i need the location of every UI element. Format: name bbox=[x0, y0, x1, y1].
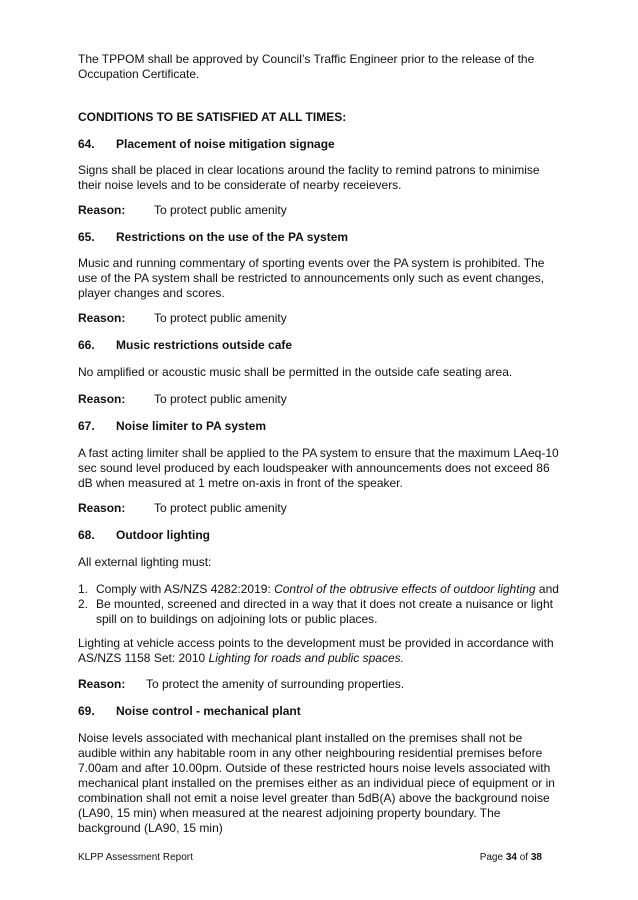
reason-label: Reason: bbox=[78, 677, 126, 691]
reason-text: To protect public amenity bbox=[154, 311, 287, 325]
condition-title: Restrictions on the use of the PA system bbox=[116, 230, 349, 244]
condition-number: 67. bbox=[78, 419, 95, 433]
list-number: 1. bbox=[78, 582, 89, 596]
list-text-part: Comply with AS/NZS 4282:2019: bbox=[96, 582, 275, 596]
list-number: 2. bbox=[78, 597, 89, 611]
condition-68-heading bbox=[78, 528, 560, 543]
condition-68-intro: All external lighting must: bbox=[78, 555, 212, 569]
body-text-part: Lighting at vehicle access points to the development must be provided in accordance with AS/NZS 1158 Set: 2010 bbox=[78, 636, 554, 665]
condition-number: 66. bbox=[78, 338, 95, 352]
condition-67-reason bbox=[78, 501, 560, 516]
condition-66-heading bbox=[78, 338, 560, 353]
page-current: 34 bbox=[505, 852, 517, 863]
reason-label: Reason: bbox=[78, 501, 126, 515]
condition-title: Noise control - mechanical plant bbox=[116, 704, 301, 718]
reason-label: Reason: bbox=[78, 392, 126, 406]
page-word: Page bbox=[479, 852, 504, 863]
condition-64-reason bbox=[78, 203, 560, 218]
condition-title: Placement of noise mitigation signage bbox=[116, 137, 335, 151]
body-text-italic: Lighting for roads and public spaces. bbox=[208, 651, 404, 665]
reason-text: To protect public amenity bbox=[154, 392, 287, 406]
condition-64-heading bbox=[78, 137, 560, 152]
condition-65-heading bbox=[78, 230, 560, 245]
condition-number: 64. bbox=[78, 137, 95, 151]
condition-69-heading bbox=[78, 704, 560, 719]
condition-title: Noise limiter to PA system bbox=[116, 419, 267, 433]
list-text: Be mounted, screened and directed in a way that it does not create a nuisance or light spill on to buildings on adjoining lots or public places. bbox=[96, 597, 553, 626]
intro-paragraph: The TPPOM shall be approved by Council’s Traffic Engineer prior to the release of the Occupation Certificate. bbox=[78, 52, 535, 81]
condition-67-heading bbox=[78, 419, 560, 434]
condition-title: Outdoor lighting bbox=[116, 528, 210, 542]
list-text-part: and bbox=[535, 582, 559, 596]
condition-67-body: A fast acting limiter shall be applied to the PA system to ensure that the maximum LAeq-10 sec sound level produced by each loudspeaker with announcements does not exceed 86 dB when measured at 1 metre on-axis in front of the speaker. bbox=[78, 446, 559, 490]
condition-title: Music restrictions outside cafe bbox=[116, 338, 293, 352]
reason-label: Reason: bbox=[78, 311, 126, 325]
condition-number: 65. bbox=[78, 230, 95, 244]
condition-number: 68. bbox=[78, 528, 95, 542]
condition-65-body: Music and running commentary of sporting events over the PA system is prohibited. The use of the PA system shall be restricted to announcements only such as event changes, player changes and scores. bbox=[78, 256, 545, 300]
list-text-italic: Control of the obtrusive effects of outdoor lighting bbox=[274, 582, 536, 596]
condition-65-reason bbox=[78, 311, 560, 326]
condition-64-body: Signs shall be placed in clear locations around the faclity to remind patrons to minimise their noise levels and to be considerate of nearby receievers. bbox=[78, 163, 540, 192]
condition-68-body bbox=[78, 636, 560, 666]
condition-number: 69. bbox=[78, 704, 95, 718]
footer-page-number bbox=[480, 852, 542, 864]
page-total: 38 bbox=[530, 852, 542, 863]
list-text bbox=[96, 582, 560, 597]
reason-text: To protect public amenity bbox=[154, 501, 287, 515]
condition-68-reason bbox=[78, 677, 560, 692]
reason-text: To protect the amenity of surrounding properties. bbox=[146, 677, 405, 691]
section-heading: CONDITIONS TO BE SATISFIED AT ALL TIMES: bbox=[78, 110, 347, 124]
of-word: of bbox=[519, 852, 529, 863]
condition-69-body: Noise levels associated with mechanical plant installed on the premises shall not be audible within any habitable room in any other neighbouring residential premises before 7.00am and after 10.00pm. Outside of these restricted hours noise levels associated with mechanical plant installed on the premises either as an individual piece of equipment or in combination shall not emit a noise level greater than 5dB(A) above the background noise (LA90, 15 min) when measured at the nearest adjoining property boundary. The background (LA90, 15 min) bbox=[78, 731, 555, 835]
reason-text: To protect public amenity bbox=[154, 203, 287, 217]
condition-66-body: No amplified or acoustic music shall be permitted in the outside cafe seating area. bbox=[78, 365, 513, 379]
footer-report-title: KLPP Assessment Report bbox=[78, 852, 193, 863]
condition-66-reason bbox=[78, 392, 560, 407]
reason-label: Reason: bbox=[78, 203, 126, 217]
